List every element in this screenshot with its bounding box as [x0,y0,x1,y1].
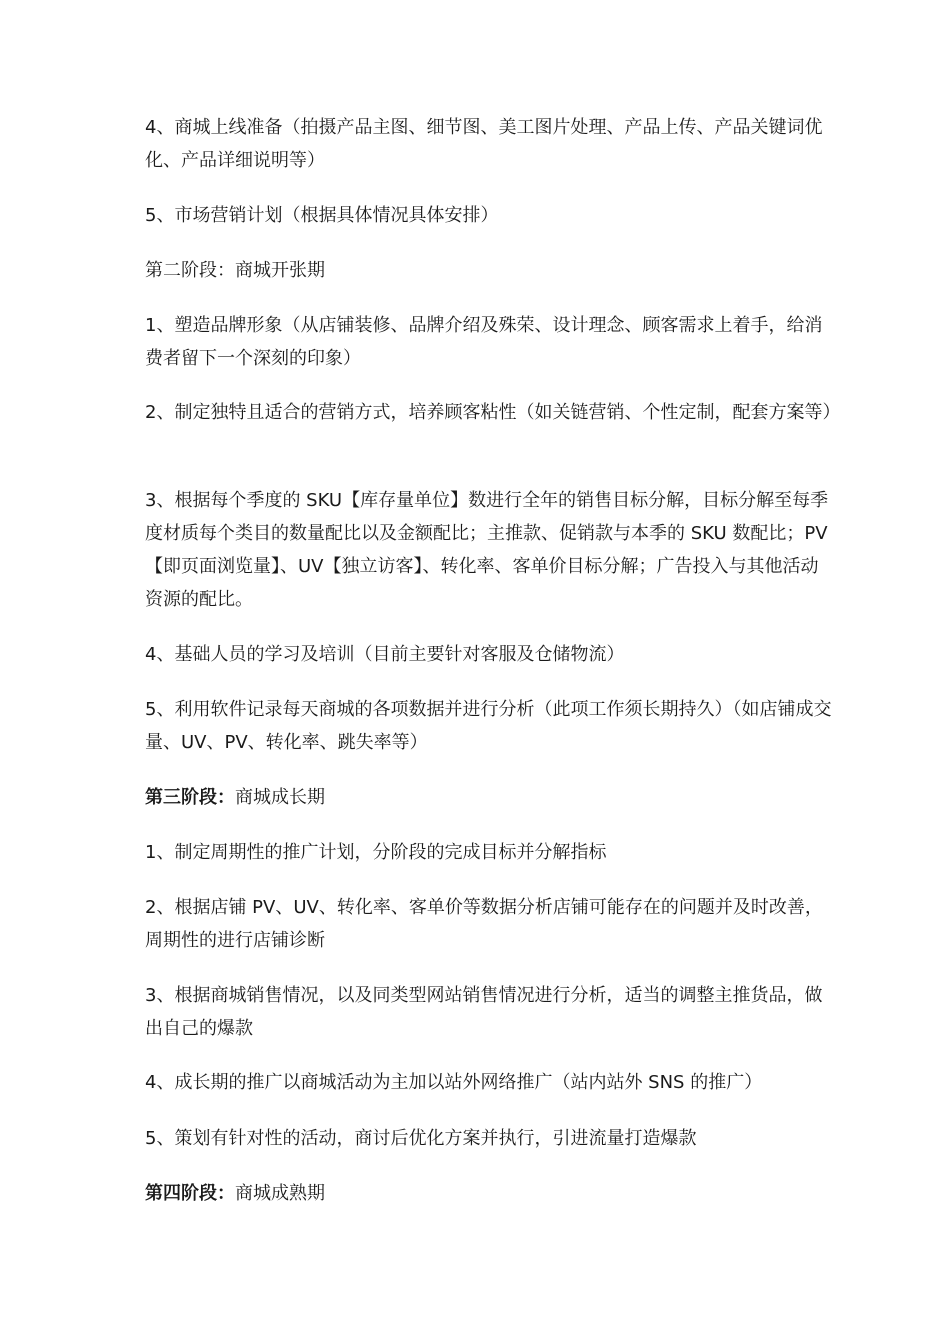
paragraph-staff-training: 4、基础人员的学习及培训（目前主要针对客服及仓储物流） [145,644,625,665]
paragraph-stage-two-heading: 第二阶段：商城开张期 [145,260,325,281]
paragraph-sku-targets: 3、根据每个季度的 SKU【库存量单位】数进行全年的销售目标分解，目标分解至每季度材质每个类目的数量配比以及金额配比；主推款、促销款与本季的 SKU 数配比；PV【即页面浏览量】、UV【独立访客】、转化率、客单价目标分解；广告投入与其他活动资源的配比。 [145,490,829,610]
paragraph-shop-diagnosis: 2、根据店铺 PV、UV、转化率、客单价等数据分析店铺可能存在的问题并及时改善，周期性的进行店铺诊断 [145,897,823,951]
paragraph-targeted-activities: 5、策划有针对性的活动，商讨后优化方案并执行，引进流量打造爆款 [145,1128,697,1149]
stage-three-label: 第三阶段： [145,787,235,808]
paragraph-data-analysis: 5、利用软件记录每天商城的各项数据并进行分析（此项工作须长期持久）（如店铺成交量、UV、PV、转化率、跳失率等） [145,699,832,753]
paragraph-promotion-plan: 1、制定周期性的推广计划，分阶段的完成目标并分解指标 [145,842,607,863]
paragraph-sales-analysis: 3、根据商城销售情况，以及同类型网站销售情况进行分析，适当的调整主推货品，做出自己的爆款 [145,985,823,1039]
paragraph-marketing-plan: 5、市场营销计划（根据具体情况具体安排） [145,205,499,226]
paragraph-launch-prep: 4、商城上线准备（拍摄产品主图、细节图、美工图片处理、产品上传、产品关键词优化、产品详细说明等） [145,117,823,171]
paragraph-marketing-method: 2、制定独特且适合的营销方式，培养顾客粘性（如关链营销、个性定制，配套方案等） [145,402,841,423]
stage-four-label: 第四阶段： [145,1183,235,1204]
paragraph-stage-four-heading: 第四阶段：商城成熟期 [145,1183,325,1204]
paragraph-brand-image: 1、塑造品牌形象（从店铺装修、品牌介绍及殊荣、设计理念、顾客需求上着手，给消费者留下一个深刻的印象） [145,315,823,369]
paragraph-stage-three-heading: 第三阶段：商城成长期 [145,787,325,808]
paragraph-growth-promotion: 4、成长期的推广以商城活动为主加以站外网络推广（站内站外 SNS 的推广） [145,1072,763,1093]
